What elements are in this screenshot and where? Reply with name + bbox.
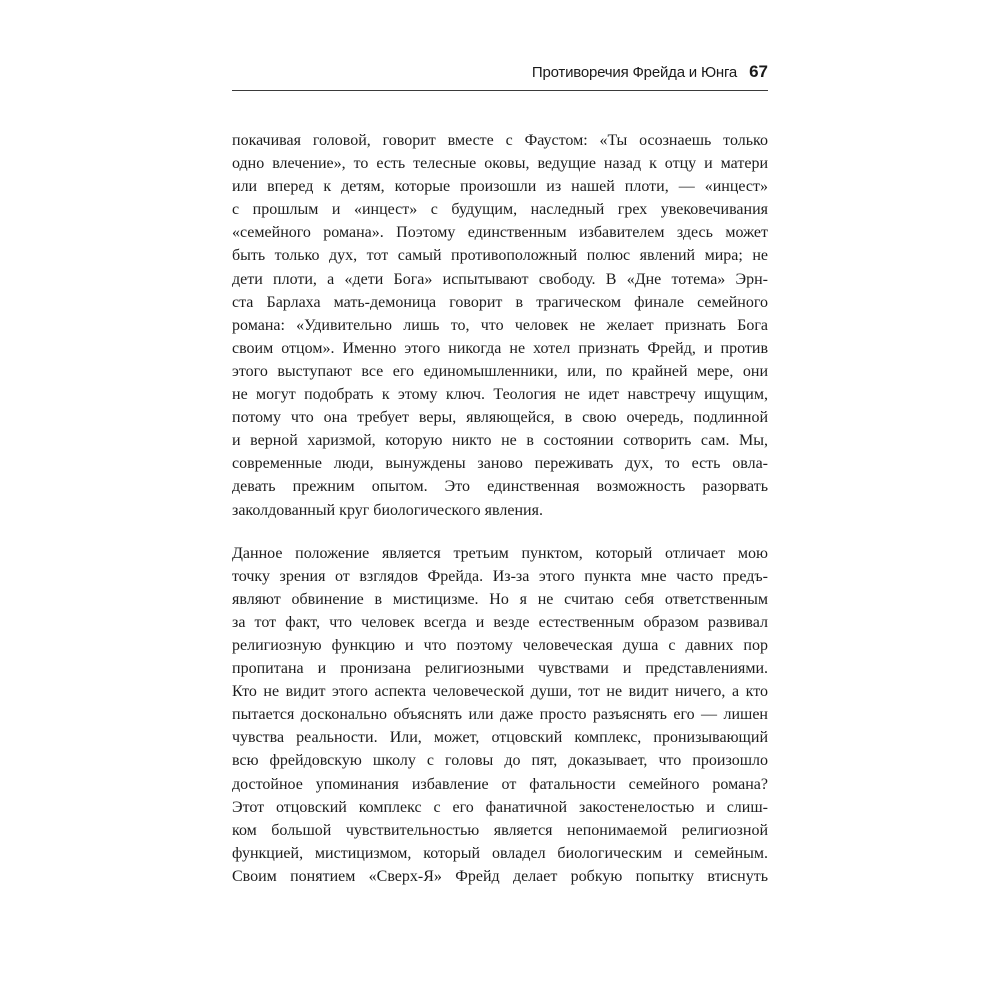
text-line: девать прежним опытом. Это единственная возможность разорвать [232,478,768,496]
text-line: Кто не видит этого аспекта человеческой души, тот не видит ничего, а кто [232,683,768,701]
text-line: являют обвинение в мистицизме. Но я не считаю себя ответственным [232,590,768,608]
paragraph-1 [232,129,768,522]
text-line: пытается досконально объяснять или даже просто разъяснять его — лишен [232,706,768,724]
text-line: ста Барлаха мать-демоница говорит в трагическом финале семейного [232,293,768,311]
text-line: функцией, мистицизмом, который овладел биологическим и семейным. [232,844,768,862]
text-line: пропитана и пронизана религиозными чувствами и представлениями. [232,660,768,678]
text-line: своим отцом». Именно этого никогда не хотел признать Фрейд, и против [232,339,768,357]
text-line: не могут подобрать к этому ключ. Теология не идет навстречу ищущим, [232,386,768,404]
page-number: 67 [749,62,768,81]
text-line: достойное упоминания избавление от фатальности семейного романа? [232,775,768,793]
text-line: Этот отцовский комплекс с его фанатичной закостенелостью и слиш- [232,798,768,816]
text-line: заколдованный круг биологического явления. [232,501,543,519]
text-line: потому что она требует веры, являющейся, в свою очередь, подлинной [232,409,768,427]
text-line: «семейного романа». Поэтому единственным избавителем здесь может [232,224,768,242]
running-title: Противоречия Фрейда и Юнга [531,64,738,81]
text-line: ком большой чувствительностью является непонимаемой религиозной [232,821,768,839]
text-line: всю фрейдовскую школу с головы до пят, доказывает, что произошло [232,752,768,770]
text-line: за тот факт, что человек всегда и везде естественным образом развивал [232,613,768,631]
text-line: чувства реальности. Или, может, отцовский комплекс, пронизывающий [232,729,768,747]
running-header [232,62,768,91]
text-line: или вперед к детям, которые произошли из нашей плоти, — «инцест» [232,178,768,196]
text-line: с прошлым и «инцест» с будущим, наследный грех увековечивания [232,201,768,219]
text-line: религиозную функцию и что поэтому человеческая душа с давних пор [232,636,768,654]
body-text [232,129,768,908]
text-line: одно влечение», то есть телесные оковы, ведущие назад к отцу и матери [232,155,768,173]
text-line: и верной харизмой, которую никто не в состоянии сотворить сам. Мы, [232,432,768,450]
text-line: дети плоти, а «дети Бога» испытывают свободу. В «Дне тотема» Эрн- [232,270,768,288]
text-line: Данное положение является третьим пунктом, который отличает мою [232,544,768,562]
text-line: быть только дух, тот самый противоположный полюс явлений мира; не [232,247,768,265]
text-line: романа: «Удивительно лишь то, что человек не желает признать Бога [232,316,768,334]
text-line: этого выступают все его единомышленники, или, по крайней мере, они [232,362,768,380]
text-line: Своим понятием «Сверх-Я» Фрейд делает робкую попытку втиснуть [232,867,768,885]
text-line: точку зрения от взглядов Фрейда. Из-за этого пункта мне часто предъ- [232,567,768,585]
text-line: современные люди, вынуждены заново переживать дух, то есть овла- [232,455,768,473]
paragraph-2 [232,542,768,888]
text-line: покачивая головой, говорит вместе с Фаустом: «Ты осознаешь только [232,132,768,149]
